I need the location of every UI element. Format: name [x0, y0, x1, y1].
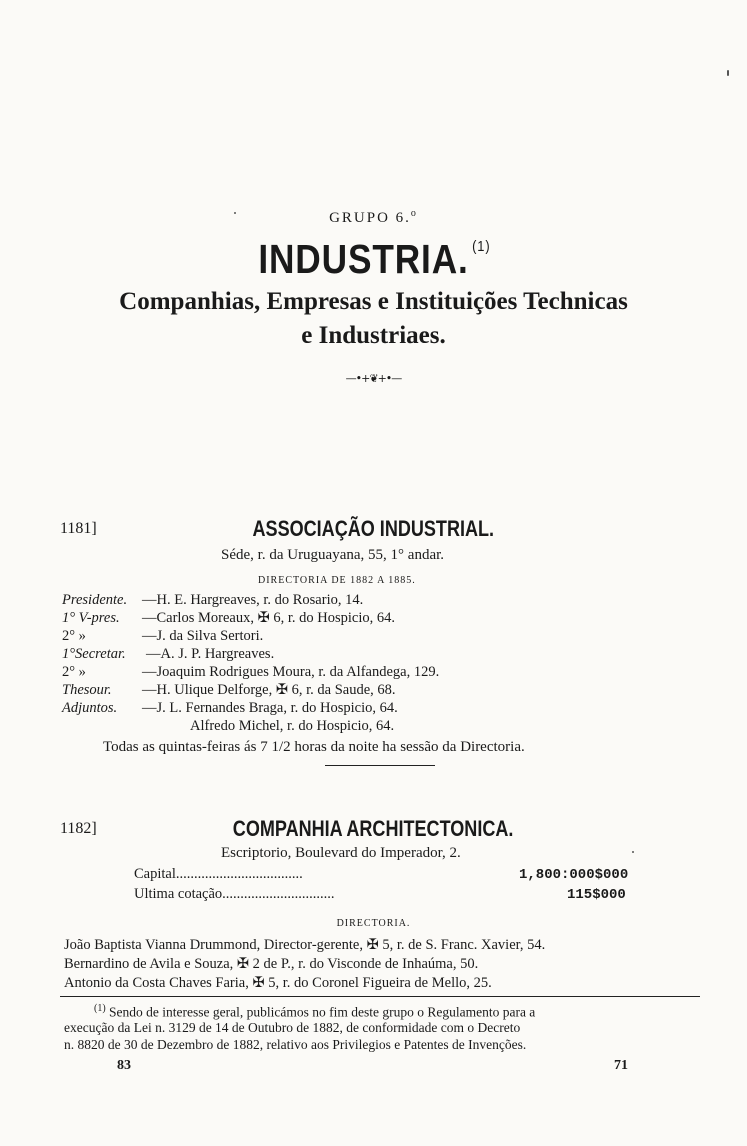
member-row	[62, 628, 263, 645]
member-text: —Carlos Moreaux, ✠ 6, r. do Hospicio, 64.	[142, 610, 395, 626]
member-row: João Baptista Vianna Drummond, Director-gerente, ✠ 5, r. de S. Franc. Xavier, 54.	[64, 937, 546, 953]
member-role: 2° »	[62, 628, 86, 644]
member-row	[62, 610, 395, 627]
footnote-line-1: $^{(1)}$ Sendo de interesse geral, publicámos no fim deste grupo o Regulamento para a	[94, 1003, 536, 1020]
page-title: INDUSTRIA. $^{(1)}$	[258, 236, 491, 282]
member-text: —A. J. P. Hargreaves.	[146, 646, 275, 662]
member-text: Alfredo Michel, r. do Hospicio, 64.	[190, 718, 395, 734]
entry-number: 1182]	[60, 820, 97, 837]
member-text: —H. E. Hargreaves, r. do Rosario, 14.	[142, 592, 364, 608]
member-role: 1°Secretar.	[62, 646, 126, 662]
member-text: —H. Ulique Delforge, ✠ 6, r. da Saude, 68.	[142, 682, 396, 698]
footnote-divider	[60, 996, 700, 997]
entry-title-wrap	[0, 516, 747, 542]
capital-dots: ...................................	[175, 866, 303, 882]
entry-title: ASSOCIAÇÃO INDUSTRIAL.	[252, 516, 495, 541]
member-row	[190, 718, 394, 735]
scan-speck	[632, 851, 634, 853]
page-number-right: 71	[614, 1058, 628, 1073]
member-role: Adjuntos.	[62, 700, 118, 716]
group-heading: GRUPO 6.$^o$	[329, 208, 418, 226]
member-text: —Joaquim Rodrigues Moura, r. da Alfandega, 129.	[142, 664, 440, 680]
meeting-note: Todas as quintas-feiras ás 7 1/2 horas da noite ha sessão da Directoria.	[103, 739, 525, 755]
subtitle-line-2: e Industriaes.	[301, 322, 446, 349]
entry-address: Séde, r. da Uruguayana, 55, 1° andar.	[221, 547, 445, 563]
title-footnote-mark: (1)	[472, 238, 491, 255]
member-row	[62, 664, 439, 681]
member-role: 2° »	[62, 664, 86, 680]
section-divider	[325, 765, 435, 766]
entry-address: Escriptorio, Boulevard do Imperador, 2.	[221, 845, 461, 861]
quote-dots: ...............................	[222, 886, 335, 902]
member-role: Presidente.	[62, 592, 128, 608]
capital-value: 1,800:000$000	[519, 867, 629, 883]
directorate-heading: DIRECTORIA DE 1882 A 1885.	[258, 575, 416, 586]
capital-label: Capital	[134, 866, 176, 882]
quote-row	[134, 886, 335, 903]
member-row	[62, 700, 398, 717]
group-ordinal-mark: o	[410, 208, 418, 219]
member-text: —J. da Silva Sertori.	[142, 628, 264, 644]
member-role: Thesour.	[62, 682, 112, 698]
footnote-mark: (1)	[94, 1003, 106, 1014]
footnote-line-3: n. 8820 de 30 de Dezembro de 1882, relativo aos Privilegios e Patentes de Invenções.	[64, 1037, 527, 1052]
quote-value: 115$000	[567, 887, 626, 903]
member-row: Bernardino de Avila e Souza, ✠ 2 de P., r. do Visconde de Inhaúma, 50.	[64, 956, 479, 972]
entry-title-wrap	[0, 816, 747, 842]
footnote-line-2: execução da Lei n. 3129 de 14 de Outubro de 1882, de conformidade com o Decreto	[64, 1020, 521, 1035]
subtitle-line-1: Companhias, Empresas e Instituições Technicas	[119, 288, 628, 315]
member-role: 1° V-pres.	[62, 610, 120, 626]
quote-label: Ultima cotação	[134, 886, 223, 902]
capital-row	[134, 866, 303, 883]
entry-title: COMPANHIA ARCHITECTONICA.	[233, 816, 514, 841]
scan-speck	[727, 70, 729, 76]
scan-speck	[234, 212, 236, 214]
page-number-left: 83	[117, 1058, 131, 1073]
member-row	[62, 646, 274, 663]
member-row	[62, 592, 363, 609]
member-row	[62, 682, 396, 699]
entry-number: 1181]	[60, 520, 97, 537]
ornament-divider: —•+❦+•—	[345, 372, 402, 385]
directorate-heading: DIRECTORIA.	[336, 918, 411, 929]
member-text: —J. L. Fernandes Braga, r. do Hospicio, 64.	[142, 700, 398, 716]
member-row: Antonio da Costa Chaves Faria, ✠ 5, r. do Coronel Figueira de Mello, 25.	[64, 975, 492, 991]
